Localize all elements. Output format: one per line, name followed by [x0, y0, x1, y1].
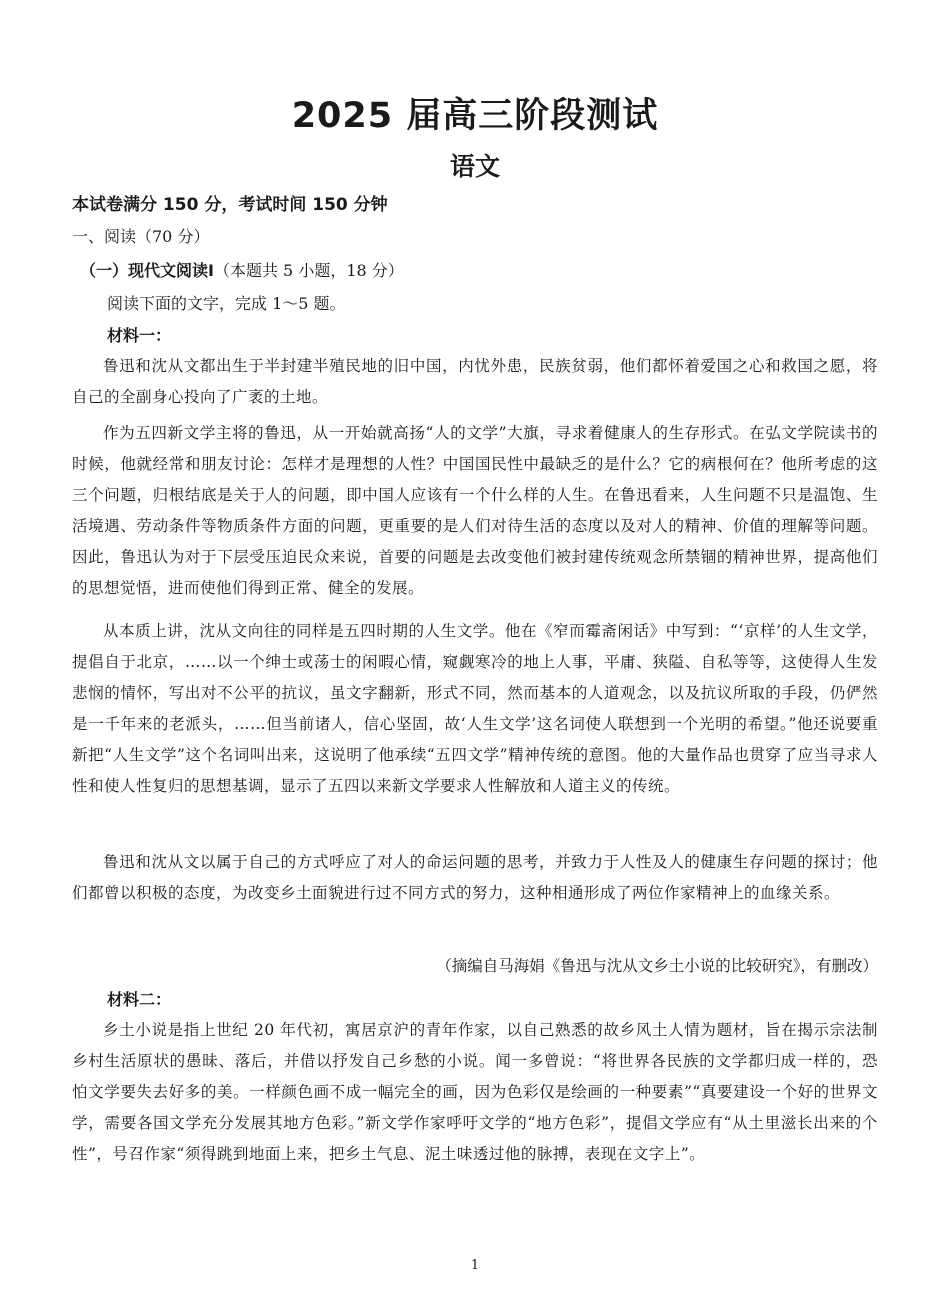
material-one-paragraph-2: 作为五四新文学主将的鲁迅，从一开始就高扬“人的文学”大旗，寻求着健康人的生存形式。在弘文学院读书的时候，他就经常和朋友讨论：怎样才是理想的人性？中国国民性中最缺乏的是什么？它的病根何在？他所考虑的这三个问题，归根结底是关于人的问题，即中国人应该有一个什么样的人生。在鲁迅看来，人生问题不只是温饱、生活境遇、劳动条件等物质条件方面的问题，更重要的是人们对待生活的态度以及对人的精神、价值的理解等问题。因此，鲁迅认为对于下层受压迫民众来说，首要的问题是去改变他们被封建传统观念所禁锢的精神世界，提高他们的思想觉悟，进而使他们得到正常、健全的发展。: [72, 424, 878, 597]
material-one-paragraph-1: 鲁迅和沈从文都出生于半封建半殖民地的旧中国，内忧外患，民族贫弱，他们都怀着爱国之心和救国之愿，将自己的全副身心投向了广袤的土地。: [72, 357, 878, 406]
material-two-label: 材料二：: [107, 990, 172, 1009]
material-two-paragraph-1: 乡土小说是指上世纪 20 年代初，寓居京沪的青年作家，以自己熟悉的故乡风土人情为题材，旨在揭示宗法制乡村生活原状的愚昧、落后，并借以抒发自己乡愁的小说。闻一多曾说：“将世界各民族的文学都归成一样的，恐怕文学要失去好多的美。一样颜色画不成一幅完全的画，因为色彩仅是绘画的一种要素”“真要建设一个好的世界文学，需要各国文学充分发展其地方色彩。”新文学作家呼吁文学的“地方色彩”，提倡文学应有“从土里滋长出来的个性”，号召作家“须得跳到地面上来，把乡土气息、泥土味透过他的脉搏，表现在文字上”。: [72, 1021, 878, 1163]
section-heading: 一、阅读（70 分）: [72, 227, 210, 246]
subsection-heading: [80, 258, 404, 281]
material-one-paragraph-3: 从本质上讲，沈从文向往的同样是五四时期的人生文学。他在《窄而霉斋闲话》中写到：“‘京样’的人生文学，提倡自于北京，……以一个绅士或荡士的闲暇心情，窥觑寒冷的地上人事，平庸、狭隘、自私等等，这使得人生发悲悯的情怀，写出对不公平的抗议，虽文字翻新，形式不同，然而基本的人道观念，以及抗议所取的手段，仍俨然是一千年来的老派头，……但当前诸人，信心坚固，故‘人生文学’这名词使人联想到一个光明的希望。”他还说要重新把“人生文学”这个名词叫出来，这说明了他承续“五四文学”精神传统的意图。他的大量作品也贯穿了应当寻求人性和使人性复归的思想基调，显示了五四以来新文学要求人性解放和人道主义的传统。: [72, 622, 878, 795]
subsection-title: （一）现代文阅读Ⅰ: [80, 261, 214, 280]
material-one-source: （摘编自马海娟《鲁迅与沈从文乡土小说的比较研究》，有删改）: [436, 957, 878, 975]
exam-title: 2025 届高三阶段测试: [291, 96, 659, 136]
page-number: 1: [470, 1258, 480, 1273]
reading-instruction: 阅读下面的文字，完成 1～5 题。: [107, 294, 346, 313]
material-one-label: 材料一：: [107, 326, 172, 345]
subsection-detail: （本题共 5 小题，18 分）: [213, 261, 404, 280]
material-one-paragraph-4: 鲁迅和沈从文以属于自己的方式呼应了对人的命运问题的思考，并致力于人性及人的健康生存问题的探讨；他们都曾以积极的态度，为改变乡土面貌进行过不同方式的努力，这种相通形成了两位作家精神上的血缘关系。: [72, 853, 878, 902]
exam-info: 本试卷满分 150 分，考试时间 150 分钟: [72, 195, 388, 215]
subject-title: 语文: [449, 152, 500, 181]
